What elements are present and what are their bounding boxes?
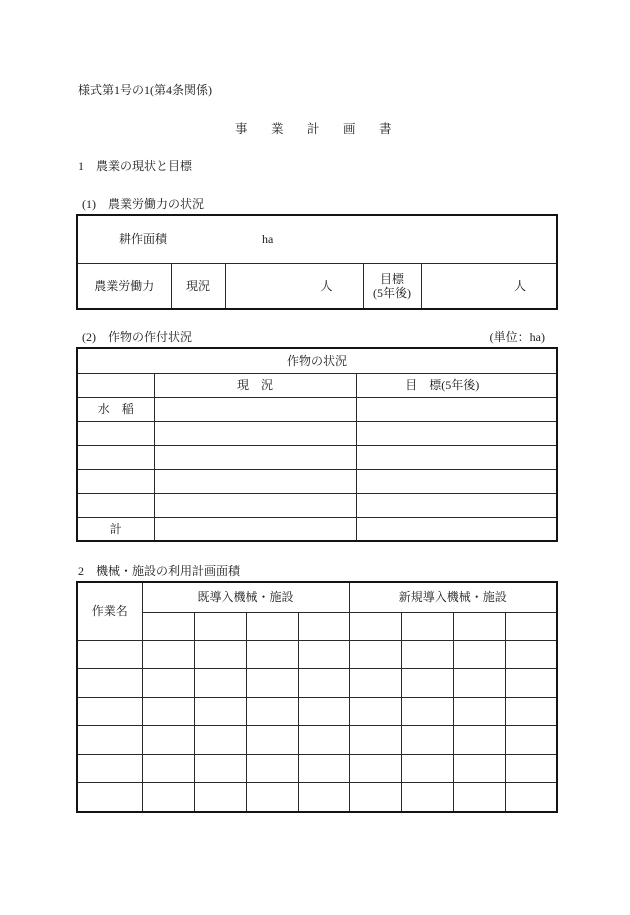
new-machine-name-cell <box>349 612 401 640</box>
existing-machine-area-cell <box>298 754 349 783</box>
new-machine-area-cell <box>349 754 401 783</box>
new-machine-area-cell <box>401 783 453 812</box>
machinery-row <box>77 754 557 783</box>
machinery-row <box>77 726 557 755</box>
existing-machine-area-cell <box>142 726 194 755</box>
crop-row <box>77 421 557 445</box>
new-machine-name-cell <box>453 612 505 640</box>
unit-note: (単位：ha) <box>489 330 545 344</box>
new-machine-area-cell <box>401 697 453 726</box>
existing-machine-area-cell <box>246 754 298 783</box>
cultivated-area-unit: ha <box>262 232 274 247</box>
work-name-cell <box>77 697 142 726</box>
labor-section-heading: (1) 農業労働力の状況 <box>82 197 204 211</box>
new-machine-area-cell <box>505 726 557 755</box>
new-machine-area-cell <box>401 754 453 783</box>
new-machine-area-cell <box>453 754 505 783</box>
cultivated-area-label: 耕作面積 <box>119 232 168 247</box>
crop-name-header <box>77 373 154 397</box>
form-number-label: 様式第1号の1(第4条関係) <box>78 83 212 97</box>
existing-machine-area-cell <box>246 726 298 755</box>
new-machine-area-cell <box>505 640 557 669</box>
current-label: 現況 <box>171 263 225 309</box>
existing-machine-name-cell <box>194 612 246 640</box>
new-machine-area-cell <box>453 669 505 698</box>
crop-current-area-cell <box>154 493 356 517</box>
machinery-row <box>77 640 557 669</box>
crop-row <box>77 445 557 469</box>
existing-machine-area-cell <box>194 697 246 726</box>
existing-machine-area-cell <box>194 754 246 783</box>
crop-name-cell <box>77 469 154 493</box>
section1-heading: 1 農業の現状と目標 <box>78 159 193 173</box>
new-machine-area-cell <box>453 640 505 669</box>
new-machine-area-cell <box>505 754 557 783</box>
crop-current-area-cell <box>154 397 356 421</box>
crop-current-area-cell <box>154 445 356 469</box>
crop-target-area-cell <box>356 397 557 421</box>
machinery-row <box>77 783 557 812</box>
new-machine-area-cell <box>349 669 401 698</box>
crop-current-area-cell <box>154 421 356 445</box>
cultivated-area-row <box>77 215 557 263</box>
crop-name-cell <box>77 421 154 445</box>
machinery-plan-table <box>76 581 558 813</box>
new-machine-area-cell <box>505 783 557 812</box>
existing-machine-area-cell <box>142 783 194 812</box>
target-unit: 人 <box>514 278 527 293</box>
existing-machine-area-cell <box>246 640 298 669</box>
existing-machine-area-cell <box>142 669 194 698</box>
work-name-cell <box>77 669 142 698</box>
crop-row <box>77 517 557 541</box>
crop-name-cell: 計 <box>77 517 154 541</box>
new-machine-area-cell <box>453 726 505 755</box>
target-label: 目標 <box>379 271 404 286</box>
existing-machine-name-cell <box>246 612 298 640</box>
new-machine-area-cell <box>453 783 505 812</box>
target-count-cell <box>421 263 557 309</box>
crop-section-heading: (2) 作物の作付状況 <box>82 330 192 344</box>
existing-machine-area-cell <box>246 669 298 698</box>
target-sublabel: (5年後) <box>373 285 411 300</box>
machinery-header-row <box>77 582 557 612</box>
work-name-cell <box>77 726 142 755</box>
crop-name-cell <box>77 493 154 517</box>
crop-target-area-cell <box>356 517 557 541</box>
new-machine-area-cell <box>453 697 505 726</box>
existing-machine-area-cell <box>298 669 349 698</box>
existing-machinery-header: 既導入機械・施設 <box>142 582 349 612</box>
machinery-row <box>77 697 557 726</box>
crop-header-row <box>77 373 557 397</box>
work-name-cell <box>77 640 142 669</box>
existing-machine-area-cell <box>246 783 298 812</box>
existing-machine-area-cell <box>194 726 246 755</box>
crop-target-area-cell <box>356 469 557 493</box>
labor-row <box>77 263 557 309</box>
existing-machine-area-cell <box>142 697 194 726</box>
labor-table <box>76 214 558 310</box>
new-machine-area-cell <box>505 697 557 726</box>
current-count-cell <box>225 263 363 309</box>
crop-target-area-cell <box>356 445 557 469</box>
cultivated-area-cell <box>77 215 557 263</box>
new-machine-area-cell <box>401 726 453 755</box>
new-machine-area-cell <box>349 697 401 726</box>
new-machine-area-cell <box>401 640 453 669</box>
labor-label: 農業労働力 <box>77 263 171 309</box>
crop-table-title: 作物の状況 <box>77 348 557 373</box>
crop-row <box>77 493 557 517</box>
existing-machine-name-cell <box>298 612 349 640</box>
crop-name-cell: 水 稲 <box>77 397 154 421</box>
existing-machine-name-cell <box>142 612 194 640</box>
existing-machine-area-cell <box>298 697 349 726</box>
target-area-header: 目 標(5年後) <box>356 373 557 397</box>
existing-machine-area-cell <box>298 726 349 755</box>
existing-machine-area-cell <box>194 783 246 812</box>
machinery-subheader-row <box>77 612 557 640</box>
existing-machine-area-cell <box>246 697 298 726</box>
crop-title-row <box>77 348 557 373</box>
new-machine-area-cell <box>349 783 401 812</box>
work-name-cell <box>77 754 142 783</box>
crop-name-cell <box>77 445 154 469</box>
current-area-header: 現 況 <box>154 373 356 397</box>
new-machine-area-cell <box>349 726 401 755</box>
existing-machine-area-cell <box>298 640 349 669</box>
existing-machine-area-cell <box>142 640 194 669</box>
existing-machine-area-cell <box>194 640 246 669</box>
work-name-header: 作業名 <box>77 582 142 640</box>
crop-current-area-cell <box>154 517 356 541</box>
new-machinery-header: 新規導入機械・施設 <box>349 582 557 612</box>
machinery-row <box>77 669 557 698</box>
existing-machine-area-cell <box>194 669 246 698</box>
new-machine-name-cell <box>401 612 453 640</box>
existing-machine-area-cell <box>142 754 194 783</box>
existing-machine-area-cell <box>298 783 349 812</box>
section2-heading: 2 機械・施設の利用計画面積 <box>78 564 241 578</box>
crop-row <box>77 397 557 421</box>
crop-row <box>77 469 557 493</box>
crop-target-area-cell <box>356 493 557 517</box>
document-title: 事 業 計 画 書 <box>234 122 397 136</box>
new-machine-area-cell <box>401 669 453 698</box>
crop-current-area-cell <box>154 469 356 493</box>
current-unit: 人 <box>320 278 333 293</box>
target-label-cell <box>363 263 421 309</box>
crop-target-area-cell <box>356 421 557 445</box>
new-machine-area-cell <box>349 640 401 669</box>
new-machine-area-cell <box>505 669 557 698</box>
new-machine-name-cell <box>505 612 557 640</box>
work-name-cell <box>77 783 142 812</box>
crop-table <box>76 347 558 542</box>
